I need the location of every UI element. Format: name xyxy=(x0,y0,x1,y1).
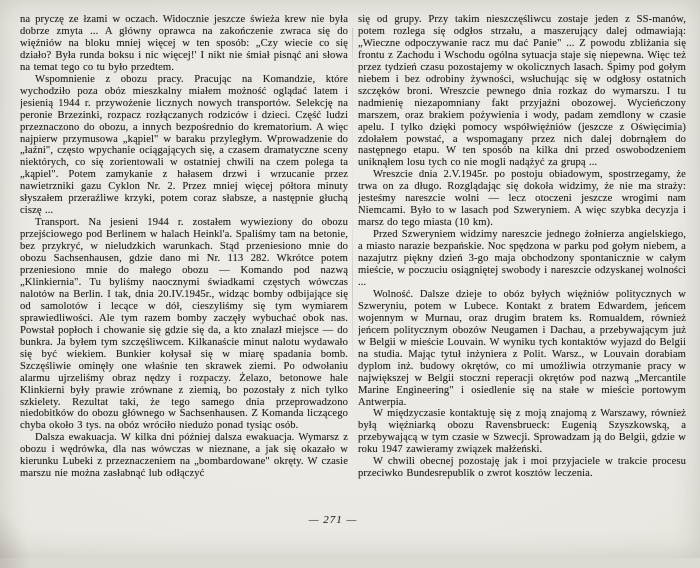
paragraph: Przed Szweryniem widzimy nareszcie jednego żołnierza angielskiego, a miasto narazie bezpańskie. Noc spędzona w parku pod gołym niebem, a nazajutrz piękny dzień 3-go maja obchodzony spontanicznie w całym mieście, w poczuciu osiągniętej swobody i nareszcie odzyskanej wolności ... xyxy=(358,229,686,288)
text-columns xyxy=(20,14,686,510)
paragraph: W międzyczasie kontaktuję się z moją znajomą z Warszawy, również byłą więźniarką obozu Ravensbrueck: Eugenią Szyszkowską, a przebywającą w tym czasie w Szwecji. Sprowadzam ją do Belgii, gdzie w roku 1947 zawieramy związek małżeński. xyxy=(358,408,686,456)
paragraph: na pryczę ze łzami w oczach. Widocznie jeszcze świeża krew nie była dobrze zmyta ... A główny oprawca na zakończenie zwraca się do więźniów na bloku mniej więcej w ten sposób: „Czy wiecie co się działo? Była runda boksu i nic więcej!' I nikt nie śmiał pisnąć ani słowa na temat tego co tu było przedtem. xyxy=(20,14,348,73)
right-column xyxy=(358,14,686,510)
paragraph: Transport. Na jesieni 1944 r. zostałem wywieziony do obozu przejściowego pod Berlinem w halach Heinkl'a. Spaliśmy tam na betonie, bez przykryć, w nieludzkich warunkach. Stąd przeniesiono mnie do obozu Sachsenhausen, gdzie dano mi Nr. 113 282. Wkrótce potem przeniesiono mnie do małego obozu — Komando pod nazwą „Klinkiernia". Tu byliśmy naocznymi świadkami częstych wówczas nalotów na Berlin. I tak, dnia 20.IV.1945r., widząc bomby odbijające się od samolotów i lecące w dół, cieszyliśmy się tym wymiarem sprawiedliwości. Ale tym razem bomby zaczęły wybuchać obok nas. Powstał popłoch i chowanie się gdzie się da, a kto znalazł miejsce — do bunkra. Ja byłem tym szczęśliwcem. Kilkanaście minut nalotu wydawało się być wiekiem. Bunkier kołysał się w miarę spadania bomb. Szczęśliwie ominęły one właśnie ten skrawek ziemi. Po odwołaniu alarmu ujrzeliśmy obraz nędzy i rozpaczy. Żelazo, betonowe hale Klinkierni były prawie zrównane z ziemią, bo pozostały z nich tylko szkielety. Rezultat taki, że tego samego dnia przeprowadzono niedobitków do obozu głównego w Sachsenhausen. Z Komanda liczącego chyba około 3 tys. na obóz wróciło niedużo ponad tysiąc osób. xyxy=(20,217,348,432)
paragraph: Wreszcie dnia 2.V.1945r. po postoju obiadowym, spostrzegamy, że trwa on za długo. Rozglądając się dokoła widzimy, że nie ma straży: jesteśmy nareszcie wolni — lecz otoczeni jeszcze wrogimi nam Niemcami. Było to w lasach pod Szweryniem. A więc szybka decyzja i marsz do tego miasta (10 km). xyxy=(358,169,686,229)
left-column xyxy=(20,14,348,510)
paragraph: W chwili obecnej pozostaję jak i moi przyjaciele w trakcie procesu przeciwko Bundesrepublik o zwrot kosztów leczenia. xyxy=(358,456,686,480)
paragraph: Dalsza ewakuacja. W kilka dni później dalsza ewakuacja. Wymarsz z obozu i wędrówka, dla nas wówczas w nieznane, a jak się okazało w kierunku Lubeki z przeznaczeniem na „bombardowane" okręty. W czasie marszu nie można zasłabnąć lub odłączyć xyxy=(20,432,348,480)
page-number: — 271 — xyxy=(308,514,358,526)
paragraph: Wspomnienie z obozu pracy. Pracując na Komandzie, które wychodziło poza obóz mieszkalny miałem możność oglądać latem i jesienią 1944 r. przywożenie licznych nowych transportów. Selekcję na peronie Brzezinki, rozpacz rozłączanych rodziców i dzieci. Część ludzi przeznaczono do obozu, a innych bezpośrednio do krematorium. A więc najpierw przymusowa „kąpiel" w baraku przyległym. Wprowadzenie do „łaźni", często wpychanie ociągających się, a czasem dramatyczne sceny niektórych, co się zorientowali w ostatniej chwili na czem polega ta „kąpiel". Potem zamykanie z hałasem drzwi i wrzucanie przez nawietrzniki gazu Cyklon Nr. 2. Przez mniej więcej półtora minuty słyszałem przeraźliwe krzyki, potem coraz słabsze, a następnie głuchą ciszę ... xyxy=(20,73,348,217)
paragraph: się od grupy. Przy takim nieszczęśliwcu zostaje jeden z SS-manów, potem rozlega się odgłos strzału, a maszerujący dalej odmawiają: „Wieczne odpoczywanie racz mu dać Panie" ... Z powodu zbliżania się frontu z Zachodu i Wschodu ogólna sytuacja staje się niepewna. Więc też przez tydzień czasu pozostajemy w okolicznych lasach. Śpimy pod gołym niebem i bez odrobiny żywności, wsłuchując się w odgłosy ostatnich szczęków broni. Wreszcie pewnego dnia rozkaz do wymarszu. I tu nadmienię niezapomniany fakt przyjaźni obozowej. Wycieńczony marszem, oraz brakiem pożywienia i wody, padam zemdlony w czasie apelu. I tylko dzięki pomocy współwięźniów (jeszcze z Oświęcimia) zdołałem powstać, a wspomagany przez nich dalej dobrnąłem do następnego etapu. W ten sposób na kilka dni przed oswobodzeniem uniknąłem losu tych co nie mogli nadążyć za grupą ... xyxy=(358,14,686,169)
paragraph: Wolność. Dalsze dzieje to obóz byłych więźniów politycznych w Szweryniu, potem w Lubece. Kontakt z bratem Edwardem, jeńcem wojennym w Murnau, oraz drugim bratem ks. Romualdem, również jeńcem politycznym obozów Neugamen i Dachau, a przebywającym już w Belgii w mieście Louvain. W wyniku tych kontaktów wyjazd do Belgii na studia. Mając tytuł inżyniera z Polit. Warsz., w Louvain dorabiam dyplom inż. budowy okrętów, co mi umożliwia otrzymanie pracy w największej w Belgii stoczni reperacji okrętów pod nazwą „Mercantile Marine Engineering" i osiedlenie się na stałe w mieście portowym Antwerpia. xyxy=(358,288,686,408)
